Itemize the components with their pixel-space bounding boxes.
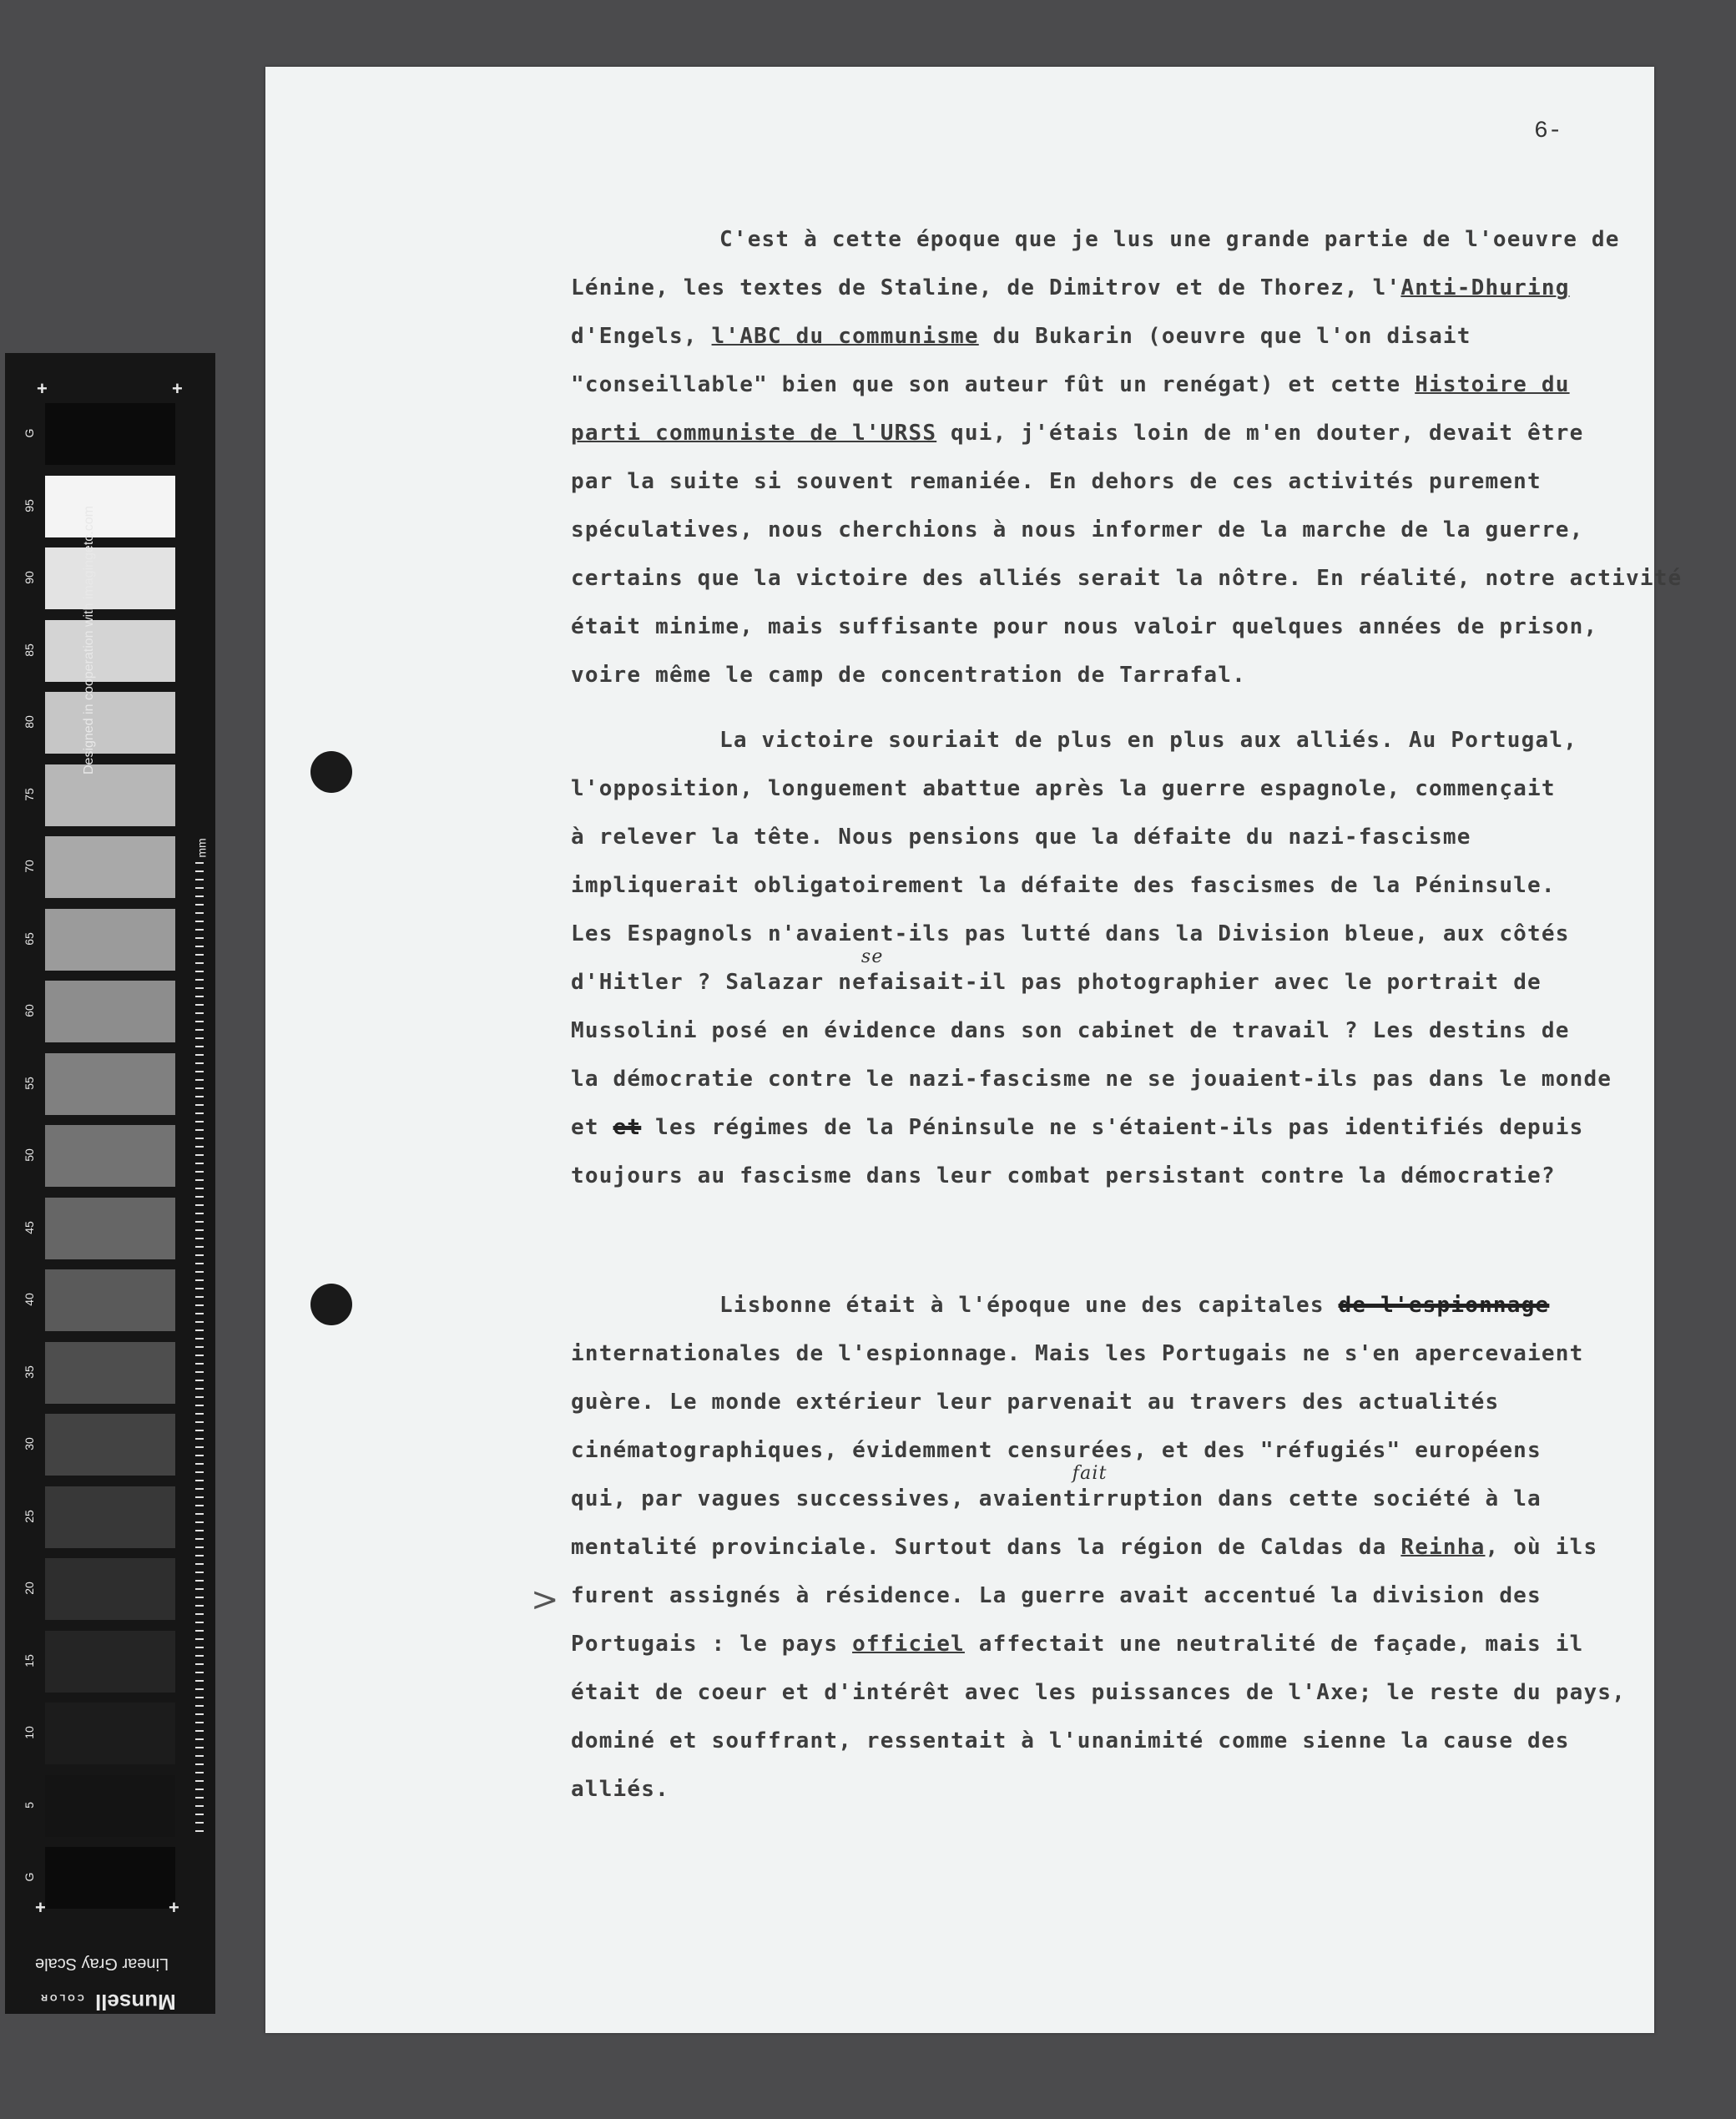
mm-ruler <box>195 862 204 1834</box>
patch-label: 50 <box>23 1148 36 1162</box>
text-segment: guère. Le monde extérieur leur parvenait au travers des actualités <box>571 1390 1500 1415</box>
patch-label: 70 <box>23 860 36 873</box>
patch-label: 85 <box>23 643 36 657</box>
scale-credit: Designed in cooperation with imagingetc.com <box>82 506 96 774</box>
gray-patch <box>45 1414 175 1476</box>
gray-patch <box>45 1775 175 1837</box>
patch-label: G <box>23 428 36 438</box>
text-line <box>571 554 1683 603</box>
text-segment: cinématographiques, évidemment censurées, et des "réfugiés" européens <box>571 1438 1542 1463</box>
text-segment: dans cette société à la <box>1204 1486 1542 1511</box>
gray-patch <box>45 403 175 465</box>
text-line <box>571 1572 1656 1620</box>
munsell-logo <box>38 1989 176 2015</box>
underlined-title: officiel <box>852 1632 965 1657</box>
text-line <box>571 861 1656 910</box>
text-segment: dominé et souffrant, ressentait à l'unanimité comme sienne la cause des <box>571 1728 1570 1753</box>
patch-label: 65 <box>23 931 36 946</box>
text-segment: Lisbonne était à l'époque une des capitales <box>719 1293 1339 1318</box>
plus-mark-bottom-left: + <box>35 1897 46 1918</box>
text-line <box>571 716 1656 764</box>
text-segment: d'Hitler ? Salazar ne <box>571 970 866 995</box>
text-line <box>571 1717 1656 1765</box>
patch-label: 30 <box>23 1437 36 1451</box>
struck-text: et <box>613 1115 642 1140</box>
patch-label: 75 <box>23 787 36 801</box>
text-line <box>571 813 1656 861</box>
underlined-title: Anti-Dhuring <box>1400 275 1570 300</box>
margin-mark: > <box>531 1581 559 1619</box>
ruler-unit-label: mm <box>194 838 209 858</box>
text-segment: spéculatives, nous cherchions à nous informer de la marche de la guerre, <box>571 517 1584 542</box>
text-segment: qui, j'étais loin de m'en douter, devait être <box>936 421 1584 446</box>
text-line <box>571 1765 1656 1814</box>
text-line <box>571 946 1656 1007</box>
text-segment: internationales de l'espionnage. Mais les Portugais ne s'en apercevaient <box>571 1341 1584 1366</box>
gray-patch <box>45 1053 175 1115</box>
gray-patch <box>45 476 175 537</box>
text-segment: Les Espagnols n'avaient-ils pas lutté dans la Division bleue, aux côtés <box>571 921 1570 946</box>
scale-title: Linear Gray Scale <box>35 1955 169 1973</box>
text-segment: était de coeur et d'intérêt avec les puissances de l'Axe; le reste du pays, <box>571 1680 1626 1705</box>
gray-patch <box>45 981 175 1042</box>
text-line <box>571 651 1656 699</box>
brand-name: Munsell <box>94 1990 176 2015</box>
text-line <box>571 1055 1656 1103</box>
struck-text: de l'espionnage <box>1338 1293 1550 1318</box>
gray-patch <box>45 1486 175 1548</box>
text-line <box>571 215 1656 264</box>
paragraph-2 <box>571 716 1656 1200</box>
text-line <box>571 1463 1656 1523</box>
patch-label: 25 <box>23 1509 36 1523</box>
brand-sub: COLOR <box>38 1992 84 2002</box>
text-segment: la démocratie contre le nazi-fascisme ne se jouaient-ils pas dans le monde <box>571 1067 1612 1092</box>
text-segment: toujours au fascisme dans leur combat persistant contre la démocratie? <box>571 1163 1556 1188</box>
text-line <box>571 1378 1656 1426</box>
text-line <box>571 910 1656 958</box>
gray-patch <box>45 764 175 826</box>
text-segment: impliquerait obligatoirement la défaite des fascismes de la Péninsule. <box>571 873 1556 898</box>
text-line <box>571 361 1656 409</box>
underlined-title: Histoire du <box>1415 372 1570 397</box>
text-segment: pas photographier avec le portrait de <box>1007 970 1542 995</box>
patch-label: 90 <box>23 571 36 584</box>
text-segment: Mussolini posé en évidence dans son cabinet de travail ? Les destins de <box>571 1018 1570 1043</box>
text-segment: à relever la tête. Nous pensions que la défaite du nazi-fascisme <box>571 825 1471 850</box>
patch-label: 45 <box>23 1220 36 1234</box>
gray-patch <box>45 1847 175 1909</box>
text-segment: irruption <box>1077 1486 1204 1511</box>
text-line <box>571 409 1656 457</box>
gray-patch <box>45 1125 175 1187</box>
gray-scale-card <box>5 353 215 2014</box>
plus-mark-top-right: + <box>172 378 183 399</box>
text-segment: affectait une neutralité de façade, mais il <box>964 1632 1584 1657</box>
text-segment: Portugais : le pays <box>571 1632 853 1657</box>
text-segment: Lénine, les textes de Staline, de Dimitrov et de Thorez, l' <box>571 275 1401 300</box>
gray-patch <box>45 1703 175 1764</box>
plus-mark-bottom-right: + <box>169 1897 179 1918</box>
text-line <box>571 764 1656 813</box>
text-segment: C'est à cette époque que je lus une grande partie de l'oeuvre de <box>719 227 1620 252</box>
plus-mark-top-left: + <box>37 378 48 399</box>
text-line <box>571 1620 1656 1668</box>
text-line <box>571 1281 1656 1329</box>
underlined-title: parti communiste de l'URSS <box>571 421 937 446</box>
text-segment: mentalité provinciale. Surtout dans la région de Caldas da <box>571 1535 1401 1560</box>
document-page <box>265 67 1683 2033</box>
patch-label: 5 <box>23 1801 36 1809</box>
underlined-title: l'ABC du communisme <box>711 324 979 349</box>
text-line <box>571 1668 1656 1717</box>
text-line <box>571 1103 1656 1152</box>
gray-patch <box>45 1342 175 1404</box>
text-segment: furent assignés à résidence. La guerre avait accentué la division des <box>571 1583 1542 1608</box>
patch-label: G <box>23 1872 36 1882</box>
patch-label: 10 <box>23 1726 36 1739</box>
insertion-word: fait <box>1072 1463 1108 1484</box>
text-line <box>571 1007 1656 1055</box>
text-segment: par la suite si souvent remaniée. En dehors de ces activités purement <box>571 469 1542 494</box>
patch-label: 55 <box>23 1076 36 1090</box>
patch-label: 95 <box>23 498 36 512</box>
punch-hole-top <box>310 751 352 793</box>
text-segment: qui, par vagues successives, avaient <box>571 1486 1077 1511</box>
text-segment: faisait-il <box>865 970 1007 995</box>
text-segment: certains que la victoire des alliés serait la nôtre. En réalité, notre activité <box>571 566 1683 591</box>
text-line <box>571 1523 1656 1572</box>
gray-patch <box>45 909 175 971</box>
gray-patch <box>45 1631 175 1693</box>
text-line <box>571 1329 1656 1378</box>
text-segment: les régimes de la Péninsule ne s'étaient-ils pas identifiés depuis <box>641 1115 1584 1140</box>
patch-label: 20 <box>23 1582 36 1595</box>
text-segment: d'Engels, <box>571 324 712 349</box>
text-segment: était minime, mais suffisante pour nous valoir quelques années de prison, <box>571 614 1598 639</box>
patch-label: 40 <box>23 1293 36 1306</box>
text-line <box>571 1426 1656 1475</box>
text-segment: du Bukarin (oeuvre que l'on disait <box>978 324 1471 349</box>
text-segment: alliés. <box>571 1777 669 1802</box>
text-line <box>571 457 1656 506</box>
patch-label: 60 <box>23 1004 36 1017</box>
text-line <box>571 264 1656 312</box>
page-number: 6- <box>1534 119 1562 144</box>
text-segment: , où ils <box>1485 1535 1598 1560</box>
gray-patch <box>45 1198 175 1259</box>
gray-patch <box>45 620 175 682</box>
text-segment: l'opposition, longuement abattue après la guerre espagnole, commençait <box>571 776 1556 801</box>
text-segment: voire même le camp de concentration de Tarrafal. <box>571 663 1246 688</box>
text-segment: "conseillable" bien que son auteur fût un renégat) et cette <box>571 372 1416 397</box>
gray-patch <box>45 836 175 898</box>
underlined-title: Reinha <box>1400 1535 1486 1560</box>
punch-hole-bottom <box>310 1284 352 1325</box>
patch-label: 15 <box>23 1653 36 1667</box>
text-line <box>571 1152 1656 1200</box>
text-line <box>571 603 1656 651</box>
handwritten-insertion <box>860 946 1007 995</box>
insertion-word: se <box>860 946 884 967</box>
text-line <box>571 312 1656 361</box>
patch-label: 80 <box>23 715 36 729</box>
gray-patch <box>45 547 175 609</box>
handwritten-insertion <box>1072 1463 1204 1511</box>
gray-patch <box>45 1269 175 1331</box>
patch-label: 35 <box>23 1365 36 1379</box>
paragraph-3 <box>571 1281 1656 1814</box>
text-line <box>571 506 1656 554</box>
text-segment: La victoire souriait de plus en plus aux alliés. Au Portugal, <box>719 728 1578 753</box>
paragraph-1 <box>571 215 1683 699</box>
gray-patch <box>45 692 175 754</box>
text-segment: et <box>571 1115 613 1140</box>
gray-patch <box>45 1558 175 1620</box>
